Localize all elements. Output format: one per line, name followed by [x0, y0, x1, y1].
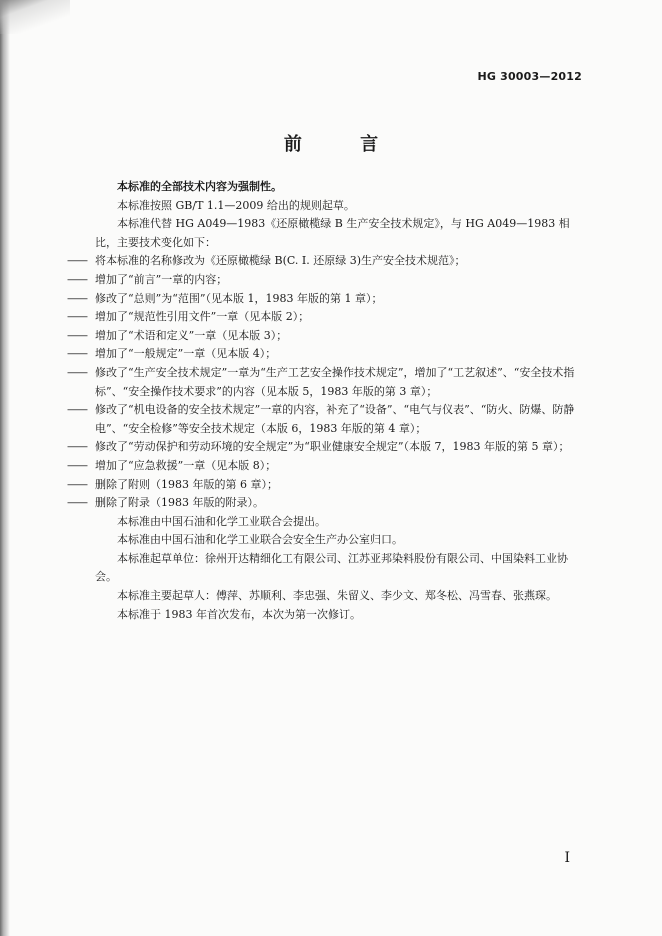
- drafting-rules-paragraph: 本标准按照 GB/T 1.1—2009 给出的规则起草。: [117, 198, 355, 212]
- mandatory-statement: 本标准的全部技术内容为强制性。: [117, 180, 282, 193]
- dash-marker: ——: [67, 496, 87, 510]
- dash-marker: ——: [67, 347, 87, 361]
- page-number: I: [564, 850, 570, 866]
- list-item: —— 修改了“劳动保护和劳动环境的安全规定”为“职业健康安全规定”（本版 7，1983 年版的第 5 章）；: [95, 438, 581, 457]
- list-item: —— 修改了“机电设备的安全技术规定”一章的内容，补充了“设备”、“电气与仪表”、“防火、防爆、防静电”、“安全检修”等安全技术规定（本版 6，1983 年版的第 4 章）；: [67, 403, 575, 435]
- standard-code: HG 30003—2012: [477, 70, 582, 83]
- proposer-paragraph: 本标准由中国石油和化学工业联合会提出。: [117, 514, 326, 528]
- list-item: —— 增加了“规范性引用文件”一章（见本版 2）；: [95, 308, 581, 327]
- dash-marker: ——: [67, 254, 87, 268]
- history-paragraph: 本标准于 1983 年首次发布，本次为第一次修订。: [117, 607, 361, 621]
- list-item: —— 修改了“生产安全技术规定”一章为“生产工艺安全操作技术规定”，增加了“工艺叙述”、“安全技术指标”、“安全操作技术要求”的内容（见本版 5，1983 年版的第 3 章）；: [67, 365, 575, 398]
- drafters-paragraph: 本标准主要起草人：傅萍、苏顺利、李忠强、朱留义、李少文、郑冬松、冯雪春、张燕琛。: [117, 589, 557, 603]
- replacement-paragraph: 本标准代替 HG A049—1983《还原橄榄绿 B 生产安全技术规定》，与 HG A049—1983 相比，主要技术变化如下：: [95, 217, 570, 249]
- drafting-units-paragraph: 本标准起草单位：徐州开达精细化工有限公司、江苏亚邦染料股份有限公司、中国染料工业协会。: [95, 551, 568, 584]
- scan-corner-shadow: [0, 0, 70, 34]
- list-item: —— 删除了附则（1983 年版的第 6 章）；: [95, 476, 581, 495]
- dash-marker: ——: [67, 458, 87, 472]
- dash-marker: ——: [67, 477, 87, 491]
- list-item: —— 增加了“术语和定义”一章（见本版 3）；: [95, 327, 581, 346]
- dash-marker: ——: [67, 272, 87, 286]
- list-item: —— 修改了“总则”为“范围”（见本版 1，1983 年版的第 1 章）；: [95, 290, 581, 309]
- dash-marker: ——: [67, 291, 87, 305]
- dash-marker: ——: [67, 403, 87, 417]
- dash-marker: ——: [67, 310, 87, 324]
- dash-marker: ——: [67, 365, 87, 379]
- list-item: —— 增加了“前言”一章的内容；: [95, 271, 581, 290]
- dash-marker: ——: [67, 328, 87, 342]
- document-body: [67, 178, 581, 624]
- jurisdiction-paragraph: 本标准由中国石油和化学工业联合会安全生产办公室归口。: [117, 533, 403, 547]
- page-title: 前 言: [283, 134, 405, 155]
- list-item: —— 将本标准的名称修改为《还原橄榄绿 B(C. I. 还原绿 3)生产安全技术规范》；: [95, 252, 581, 271]
- list-item: —— 增加了“应急救援”一章（见本版 8）；: [95, 457, 581, 476]
- list-item: —— 增加了“一般规定”一章（见本版 4）；: [95, 345, 581, 364]
- dash-marker: ——: [67, 440, 87, 454]
- list-item: —— 删除了附录（1983 年版的附录）。: [95, 494, 581, 513]
- changes-list: [67, 252, 581, 512]
